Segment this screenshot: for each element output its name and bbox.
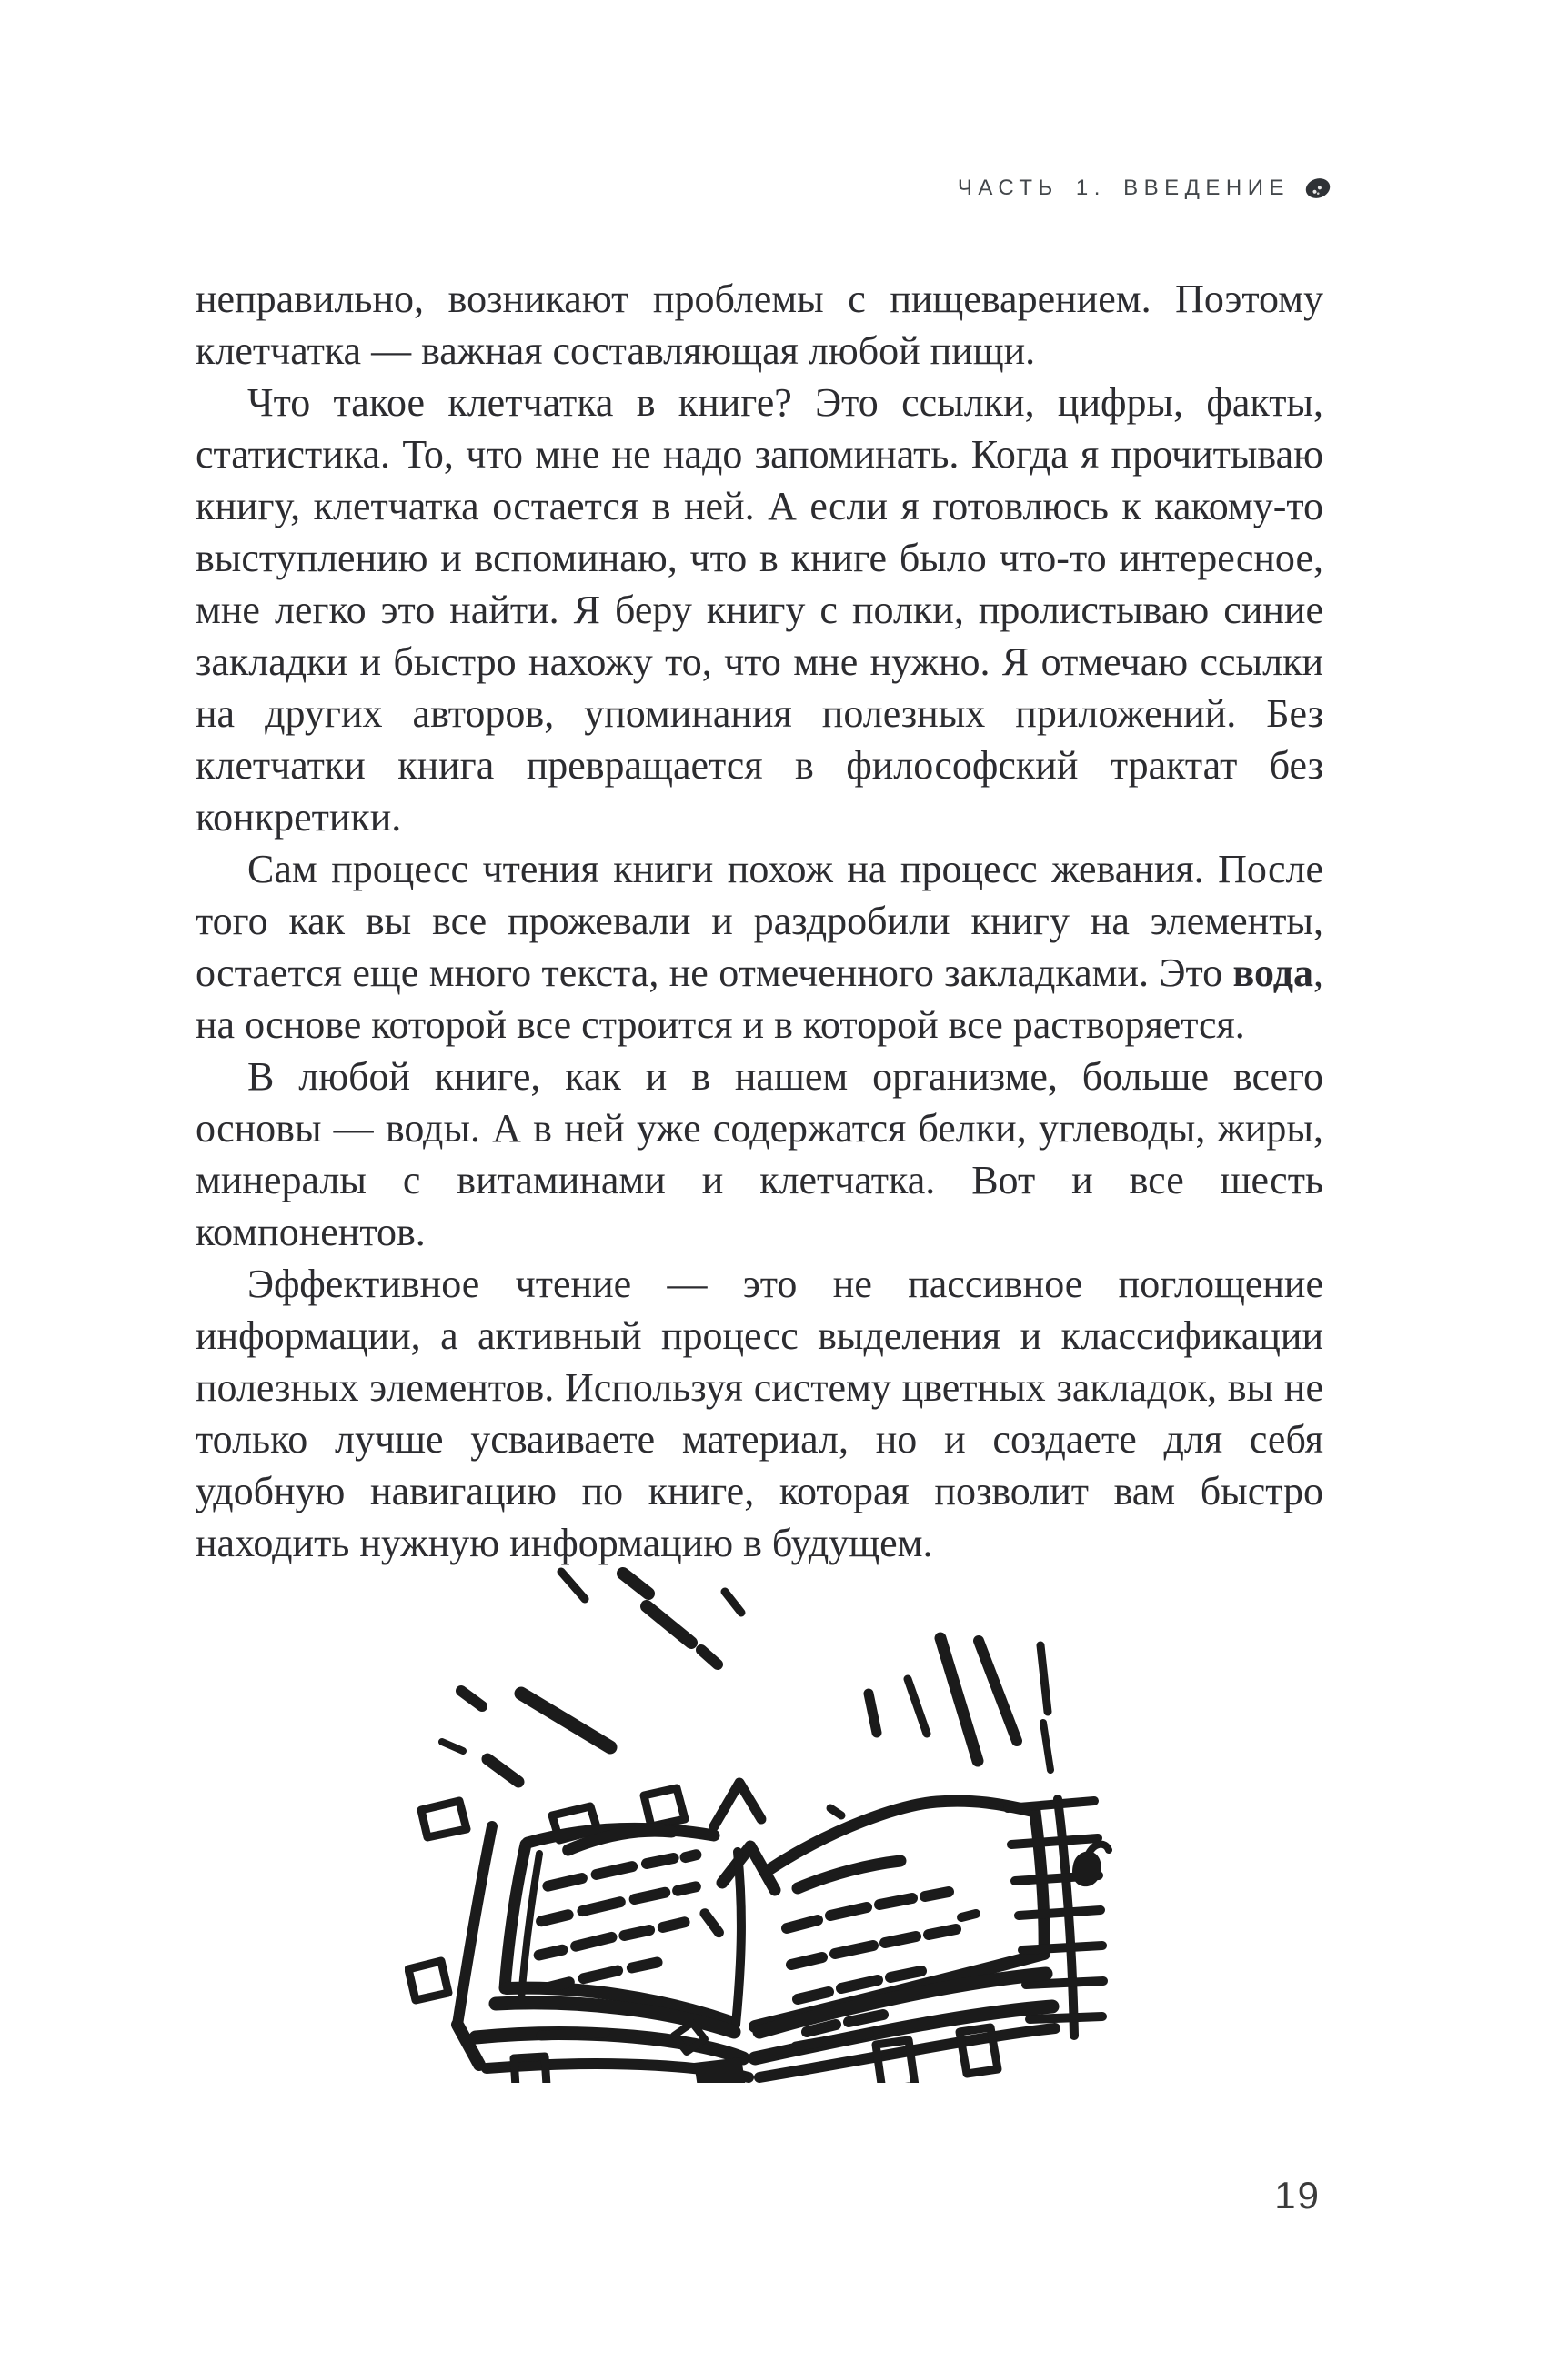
paragraph-3-text: Сам процесс чтения книги похож на процесс жевания. После того как вы все прожевали и раздробили книгу на элементы, остается еще много текста, не отмеченного закладками. Это [196,847,1323,995]
open-book-illustration [405,1526,1123,2083]
part-label: ЧАСТЬ 1. ВВЕДЕНИЕ [957,176,1290,200]
paragraph-4: В любой книге, как и в нашем организме, больше всего основы — воды. А в ней уже содержатся белки, углеводы, жиры, минералы с витаминами и клетчатка. Вот и все шесть компонентов. [196,1054,1323,1254]
bold-term-voda: вода [1232,950,1313,995]
left-page-scribbles [531,1826,722,1988]
paragraph-5: Эффективное чтение — это не пассивное поглощение информации, а активный процесс выделения и классификации полезных элементов. Используя систему цветных закладок, вы не только лучше усваиваете материал, но и создаете для себя удобную навигацию по книге, которая позволит вам быстро находить нужную информацию в будущем. [196,1262,1323,1565]
paragraph-2: Что такое клетчатка в книге? Это ссылки, цифры, факты, статистика. То, что мне не надо запоминать. Когда я прочитываю книгу, клетчатка остается в ней. А если я готовлюсь к какому-то выступлению и вспоминаю, что в книге было что-то интересное, мне легко это найти. Я беру книгу с полки, пролистываю синие закладки и быстро нахожу то, что мне нужно. Я отмечаю ссылки на других авторов, упоминания полезных приложений. Без клетчатки книга превращается в философский трактат без конкретики. [196,380,1323,840]
rays-left-icon [442,1572,741,1782]
paragraph-1: неправильно, возникают проблемы с пищеварением. Поэтому клетчатка — важная составляющая любой пищи. [196,277,1323,373]
page-number: 19 [1274,2174,1321,2217]
running-head [0,175,1333,202]
body-text [196,273,1323,1569]
paragraph-3-text-after: , на основе которой все строится и в которой все растворяется. [196,950,1323,1047]
right-cover-edge [1008,1799,1109,2036]
paragraph-3 [196,843,1323,1051]
seed-icon [1302,175,1333,202]
rays-right-icon [830,1638,1050,1815]
